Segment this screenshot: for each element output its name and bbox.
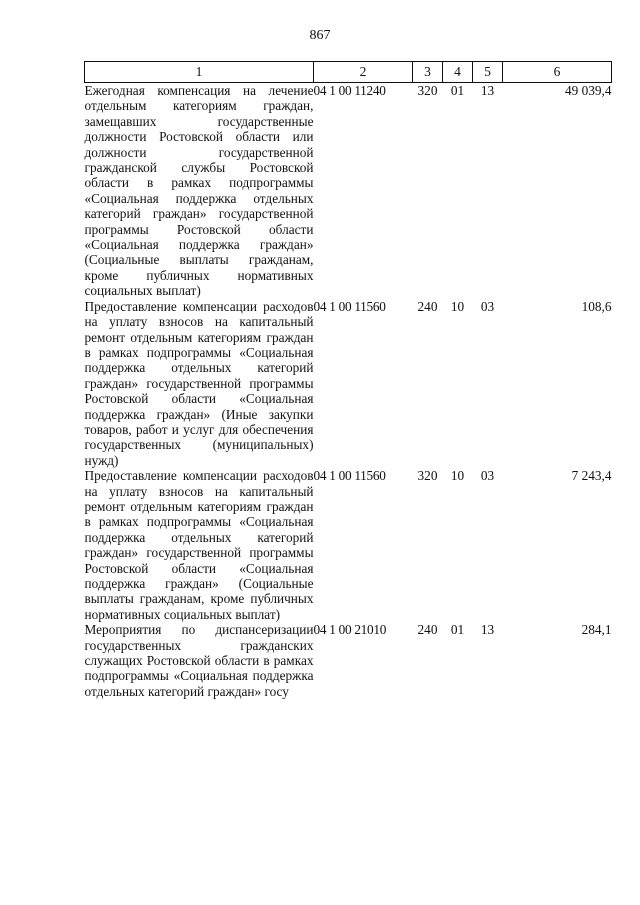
table-row	[85, 468, 612, 622]
row-vr: 320	[417, 83, 438, 98]
row-amount: 49 039,4	[564, 83, 612, 98]
row-name: Мероприятия по диспансеризации государственных гражданских служащих Ростовской области в рамках подпрограммы «Социальная поддержка отдельных категорий граждан» госу	[84, 622, 314, 699]
row-vr: 320	[417, 468, 438, 484]
row-code: 04 1 00 11560	[313, 298, 386, 314]
row-pr: 13	[480, 622, 495, 638]
row-name: Предоставление компенсации расходов на уплату взносов на капитальный ремонт отдельным категориям граждан в рамках подпрограммы «Социальная поддержка отдельных категорий граждан» государственной программы Ростовской области «Социальная поддержка граждан» (Иные закупки товаров, работ и услуг для обеспечения государственных (муниципальных) нужд)	[84, 298, 314, 468]
row-amount: 108,6	[581, 298, 612, 314]
header-cell-5: 5	[473, 62, 503, 83]
row-vr: 240	[417, 298, 438, 314]
row-pr: 13	[480, 83, 495, 98]
row-rz: 01	[450, 622, 465, 638]
row-code: 04 1 00 11560	[313, 468, 386, 484]
page-number: 867	[309, 28, 331, 43]
row-rz: 01	[450, 83, 465, 98]
table-row	[85, 299, 612, 468]
row-amount: 284,1	[581, 622, 612, 638]
row-pr: 03	[480, 298, 495, 314]
header-cell-4: 4	[443, 62, 473, 83]
row-code: 04 1 00 11240	[313, 83, 386, 98]
header-cell-2: 2	[314, 62, 413, 83]
header-cell-6: 6	[503, 62, 612, 83]
row-vr: 240	[417, 622, 438, 638]
row-name: Предоставление компенсации расходов на уплату взносов на капитальный ремонт отдельным категориям граждан в рамках подпрограммы «Социальная поддержка отдельных категорий граждан» государственной программы Ростовской области «Социальная поддержка граждан» (Социальные выплаты гражданам, кроме публичных нормативных социальных выплат)	[84, 468, 314, 622]
header-cell-3: 3	[413, 62, 443, 83]
table-row	[85, 622, 612, 699]
header-cell-1: 1	[85, 62, 314, 83]
row-name: Ежегодная компенсация на лечение отдельным категориям граждан, замещавших государственные должности Ростовской области или должности государственной гражданской службы Ростовской области в рамках подпрограммы «Социальная поддержка отдельных категорий граждан» государственной программы Ростовской области «Социальная поддержка граждан» (Социальные выплаты гражданам, кроме публичных нормативных социальных выплат)	[84, 83, 314, 299]
row-pr: 03	[480, 468, 495, 484]
row-code: 04 1 00 21010	[313, 622, 387, 638]
budget-table	[84, 61, 612, 699]
row-rz: 10	[450, 468, 465, 484]
table-row	[85, 83, 612, 299]
row-rz: 10	[450, 298, 465, 314]
row-amount: 7 243,4	[571, 468, 612, 484]
header-row	[85, 62, 612, 83]
